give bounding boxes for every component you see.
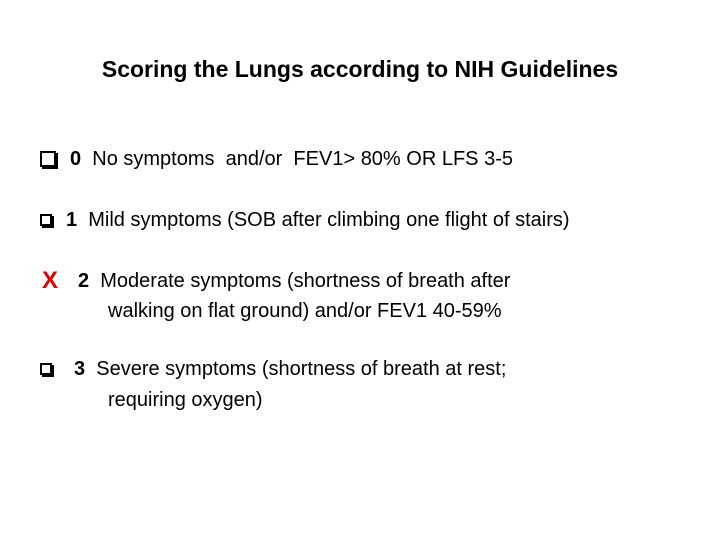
- score-number: 2: [78, 270, 90, 292]
- checkbox-icon: [40, 151, 56, 167]
- score-item-3: [40, 356, 506, 383]
- score-item-2: [40, 267, 510, 295]
- x-mark-icon: X: [42, 267, 59, 294]
- score-number: 0: [70, 148, 82, 170]
- score-description: Moderate symptoms (shortness of breath after: [100, 270, 511, 292]
- score-item-0: [40, 146, 513, 173]
- score-description: Mild symptoms (SOB after climbing one flight of stairs): [88, 209, 570, 231]
- score-description-continuation: walking on flat ground) and/or FEV1 40-59%: [108, 300, 502, 322]
- score-number: 3: [74, 358, 86, 380]
- checkbox-icon: [40, 214, 52, 226]
- score-item-1: [40, 207, 570, 234]
- score-description-continuation: requiring oxygen): [108, 389, 263, 411]
- score-number: 1: [66, 209, 78, 231]
- checkbox-icon: [40, 363, 52, 375]
- score-description: Severe symptoms (shortness of breath at rest;: [96, 358, 507, 380]
- slide-title: Scoring the Lungs according to NIH Guidelines: [101, 56, 619, 82]
- score-description: No symptoms and/or FEV1> 80% OR LFS 3-5: [92, 148, 513, 170]
